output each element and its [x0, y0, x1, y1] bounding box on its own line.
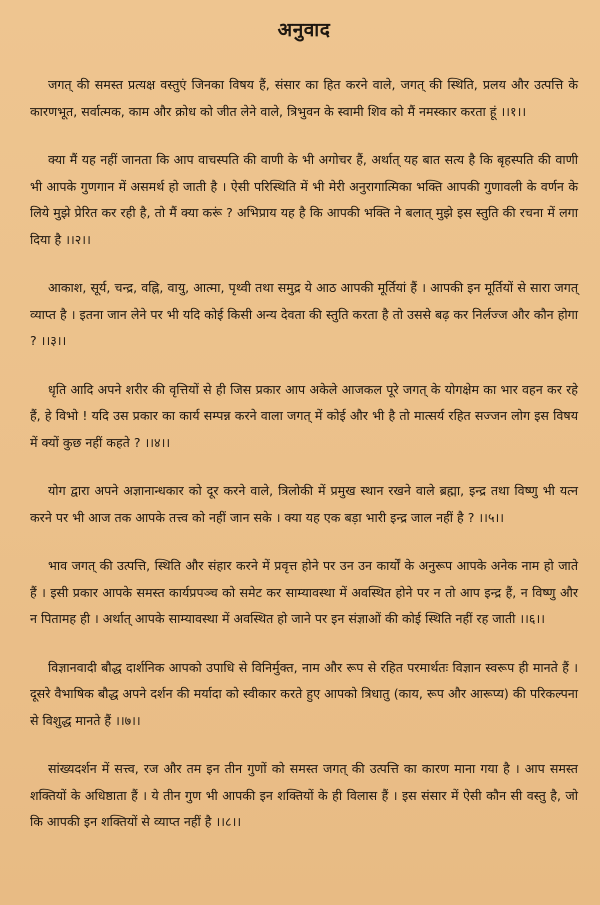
paragraph-1: जगत् की समस्त प्रत्यक्ष वस्तुएं जिनका विषय हैं, संसार का हित करने वाले, जगत् की स्थिति, प्रलय और उत्पत्ति के कारणभूत, सर्वात्मक, काम और क्रोध को जीत लेने वाले, त्रिभुवन के स्वामी शिव को मैं नमस्कार करता हूं ।।१।। — [30, 77, 578, 119]
paragraph-3: आकाश, सूर्य, चन्द्र, वह्नि, वायु, आत्मा, पृथ्वी तथा समुद्र ये आठ आपकी मूर्तियां हैं । आपकी इन मूर्तियों से सारा जगत् व्याप्त है । इतना जान लेने पर भी यदि कोई किसी अन्य देवता की स्तुति करता है तो उससे बढ़ कर निर्लज्ज और कौन होगा ? ।।३।। — [30, 280, 578, 348]
page-title: अनुवाद — [277, 19, 331, 41]
paragraph-7: विज्ञानवादी बौद्ध दार्शनिक आपको उपाधि से विनिर्मुक्त, नाम और रूप से रहित परमार्थतः विज्ञान स्वरूप ही मानते हैं । दूसरे वैभाषिक बौद्ध अपने दर्शन की मर्यादा को स्वीकार करते हुए आपको त्रिधातु (काय, रूप और आरूप्य) की परिकल्पना से विशुद्ध मानते हैं ।।७।। — [30, 659, 578, 728]
translation-body — [30, 72, 578, 836]
paragraph-8: सांख्यदर्शन में सत्त्व, रज और तम इन तीन गुणों को समस्त जगत् की उत्पत्ति का कारण माना गया है । आप समस्त शक्तियों के अधिष्ठाता हैं । ये तीन गुण भी आपकी इन शक्तियों के ही विलास हैं । इस संसार में ऐसी कौन सी वस्तु है, जो कि आपकी इन शक्तियों से व्याप्त नहीं है ।।८।। — [30, 761, 578, 829]
paragraph-2: क्या मैं यह नहीं जानता कि आप वाचस्पति की वाणी के भी अगोचर हैं, अर्थात् यह बात सत्य है कि बृहस्पति की वाणी भी आपके गुणगान में असमर्थ हो जाती है । ऐसी परिस्थिति में भी मेरी अनुरागात्मिका भक्ति आपकी गुणावली के वर्णन के लिये मुझे प्रेरित कर रही है, तो मैं क्या करूं ? अभिप्राय यह है कि आपकी भक्ति ने बलात् मुझे इस स्तुति की रचना में लगा दिया है ।।२।। — [30, 152, 578, 247]
paragraph-6: भाव जगत् की उत्पत्ति, स्थिति और संहार करने में प्रवृत्त होने पर उन उन कार्यों के अनुरूप आपके अनेक नाम हो जाते हैं । इसी प्रकार आपके समस्त कार्यप्रपञ्च को समेट कर साम्यावस्था में अवस्थित होने पर न तो आप इन्द्र हैं, न विष्णु और न पितामह ही । अर्थात् आपके साम्यावस्था में अवस्थित हो जाने पर इन संज्ञाओं की कोई स्थिति नहीं रह जाती ।।६।। — [30, 558, 578, 626]
paragraph-4: धृति आदि अपने शरीर की वृत्तियों से ही जिस प्रकार आप अकेले आजकल पूरे जगत् के योगक्षेम का भार वहन कर रहे हैं, हे विभो ! यदि उस प्रकार का कार्य सम्पन्न करने वाला जगत् में कोई और भी है तो मात्सर्य रहित सज्जन लोग इस विषय में क्यों कुछ नहीं कहते ? ।।४।। — [30, 381, 578, 450]
paragraph-5: योग द्वारा अपने अज्ञानान्धकार को दूर करने वाले, त्रिलोकी में प्रमुख स्थान रखने वाले ब्रह्मा, इन्द्र तथा विष्णु भी यत्न करने पर भी आज तक आपके तत्त्व को नहीं जान सके । क्या यह एक बड़ा भारी इन्द्र जाल नहीं है ? ।।५।। — [30, 483, 578, 525]
